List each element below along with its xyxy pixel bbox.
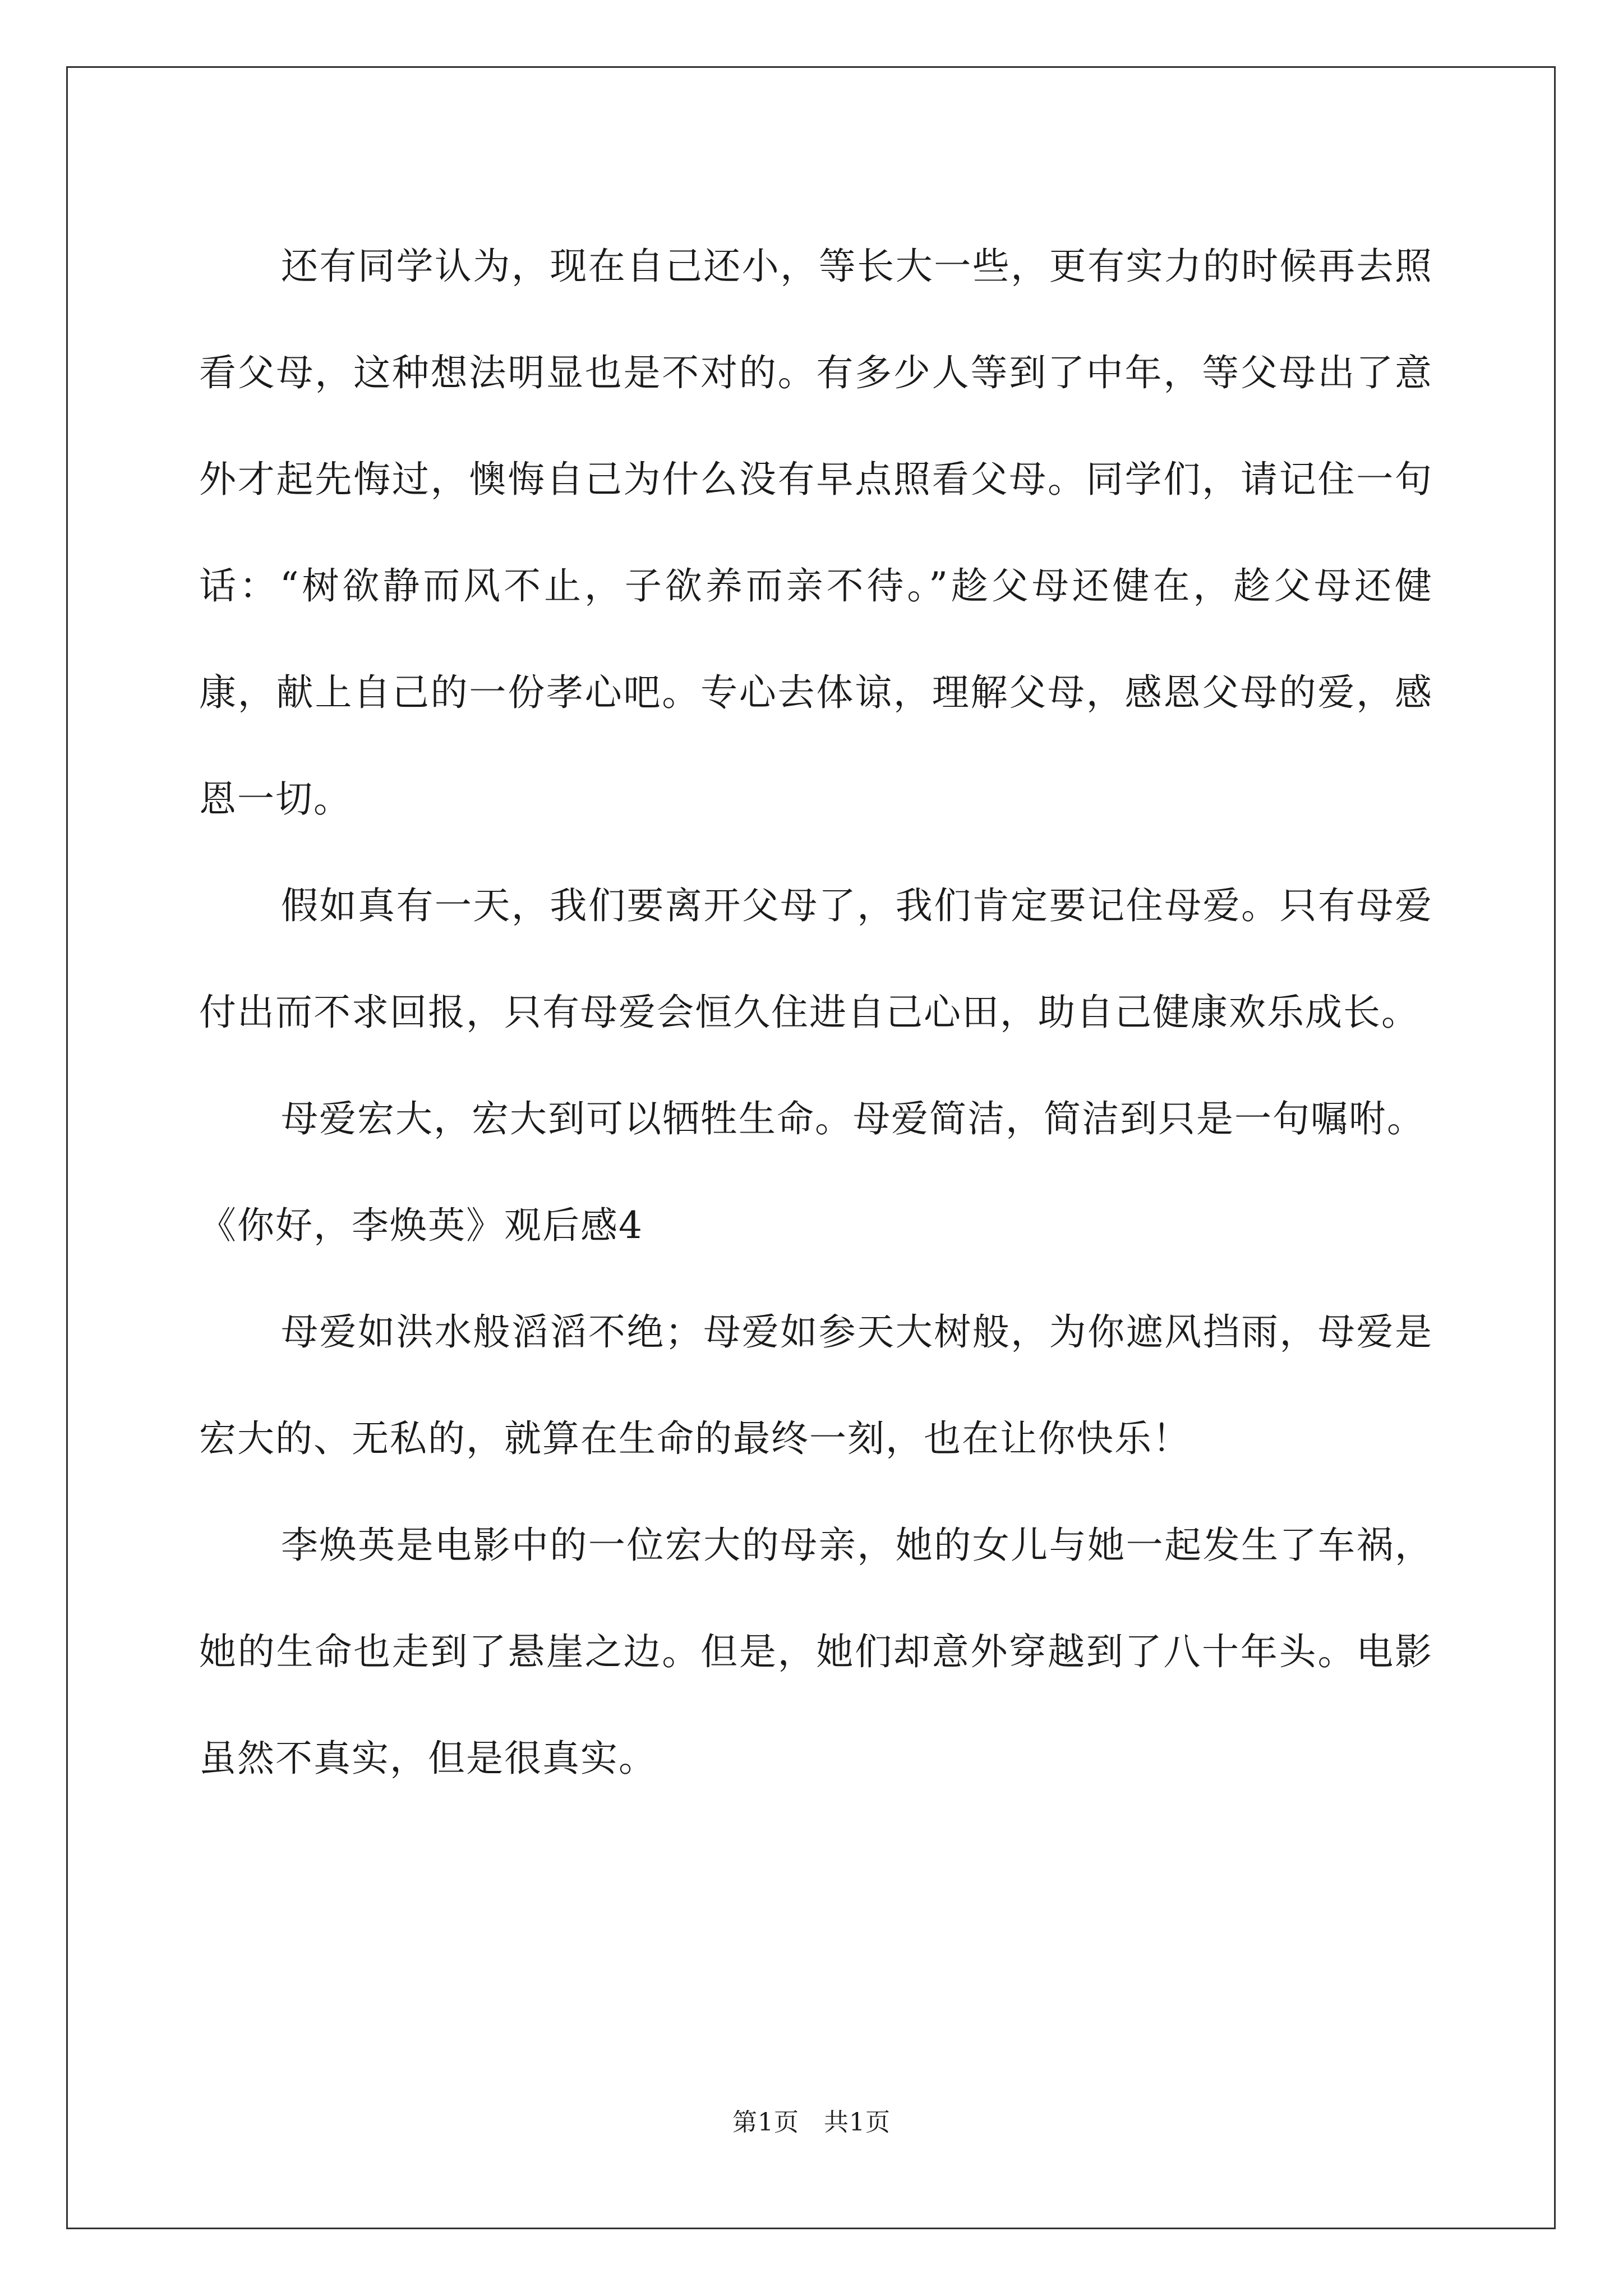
document-body [199, 213, 1433, 1812]
page-footer [0, 2106, 1623, 2139]
page-total: 共1页 [824, 2108, 891, 2137]
page-number: 第1页 [732, 2108, 799, 2137]
section-heading: 《你好，李焕英》观后感4 [199, 1204, 643, 1247]
paragraph: 李焕英是电影中的一位宏大的母亲，她的女儿与她一起发生了车祸，她的生命也走到了悬崖之边。但是，她们却意外穿越到了八十年头。电影虽然不真实，但是很真实。 [199, 1524, 1433, 1780]
paragraph: 假如真有一天，我们要离开父母了，我们肯定要记住母爱。只有母爱付出而不求回报，只有母爱会恒久住进自己心田，助自己健康欢乐成长。 [199, 884, 1433, 1034]
paragraph: 还有同学认为，现在自己还小，等长大一些，更有实力的时候再去照看父母，这种想法明显也是不对的。有多少人等到了中年，等父母出了意外才起先悔过，懊悔自己为什么没有早点照看父母。同学们，请记住一句话：“树欲静而风不止，子欲养而亲不待。”趁父母还健在，趁父母还健康，献上自己的一份孝心吧。专心去体谅，理解父母，感恩父母的爱，感恩一切。 [199, 245, 1433, 821]
paragraph: 母爱如洪水般滔滔不绝；母爱如参天大树般，为你遮风挡雨，母爱是宏大的、无私的，就算在生命的最终一刻，也在让你快乐！ [199, 1310, 1433, 1460]
paragraph: 母爱宏大，宏大到可以牺牲生命。母爱简洁，简洁到只是一句嘱咐。 [281, 1097, 1425, 1140]
